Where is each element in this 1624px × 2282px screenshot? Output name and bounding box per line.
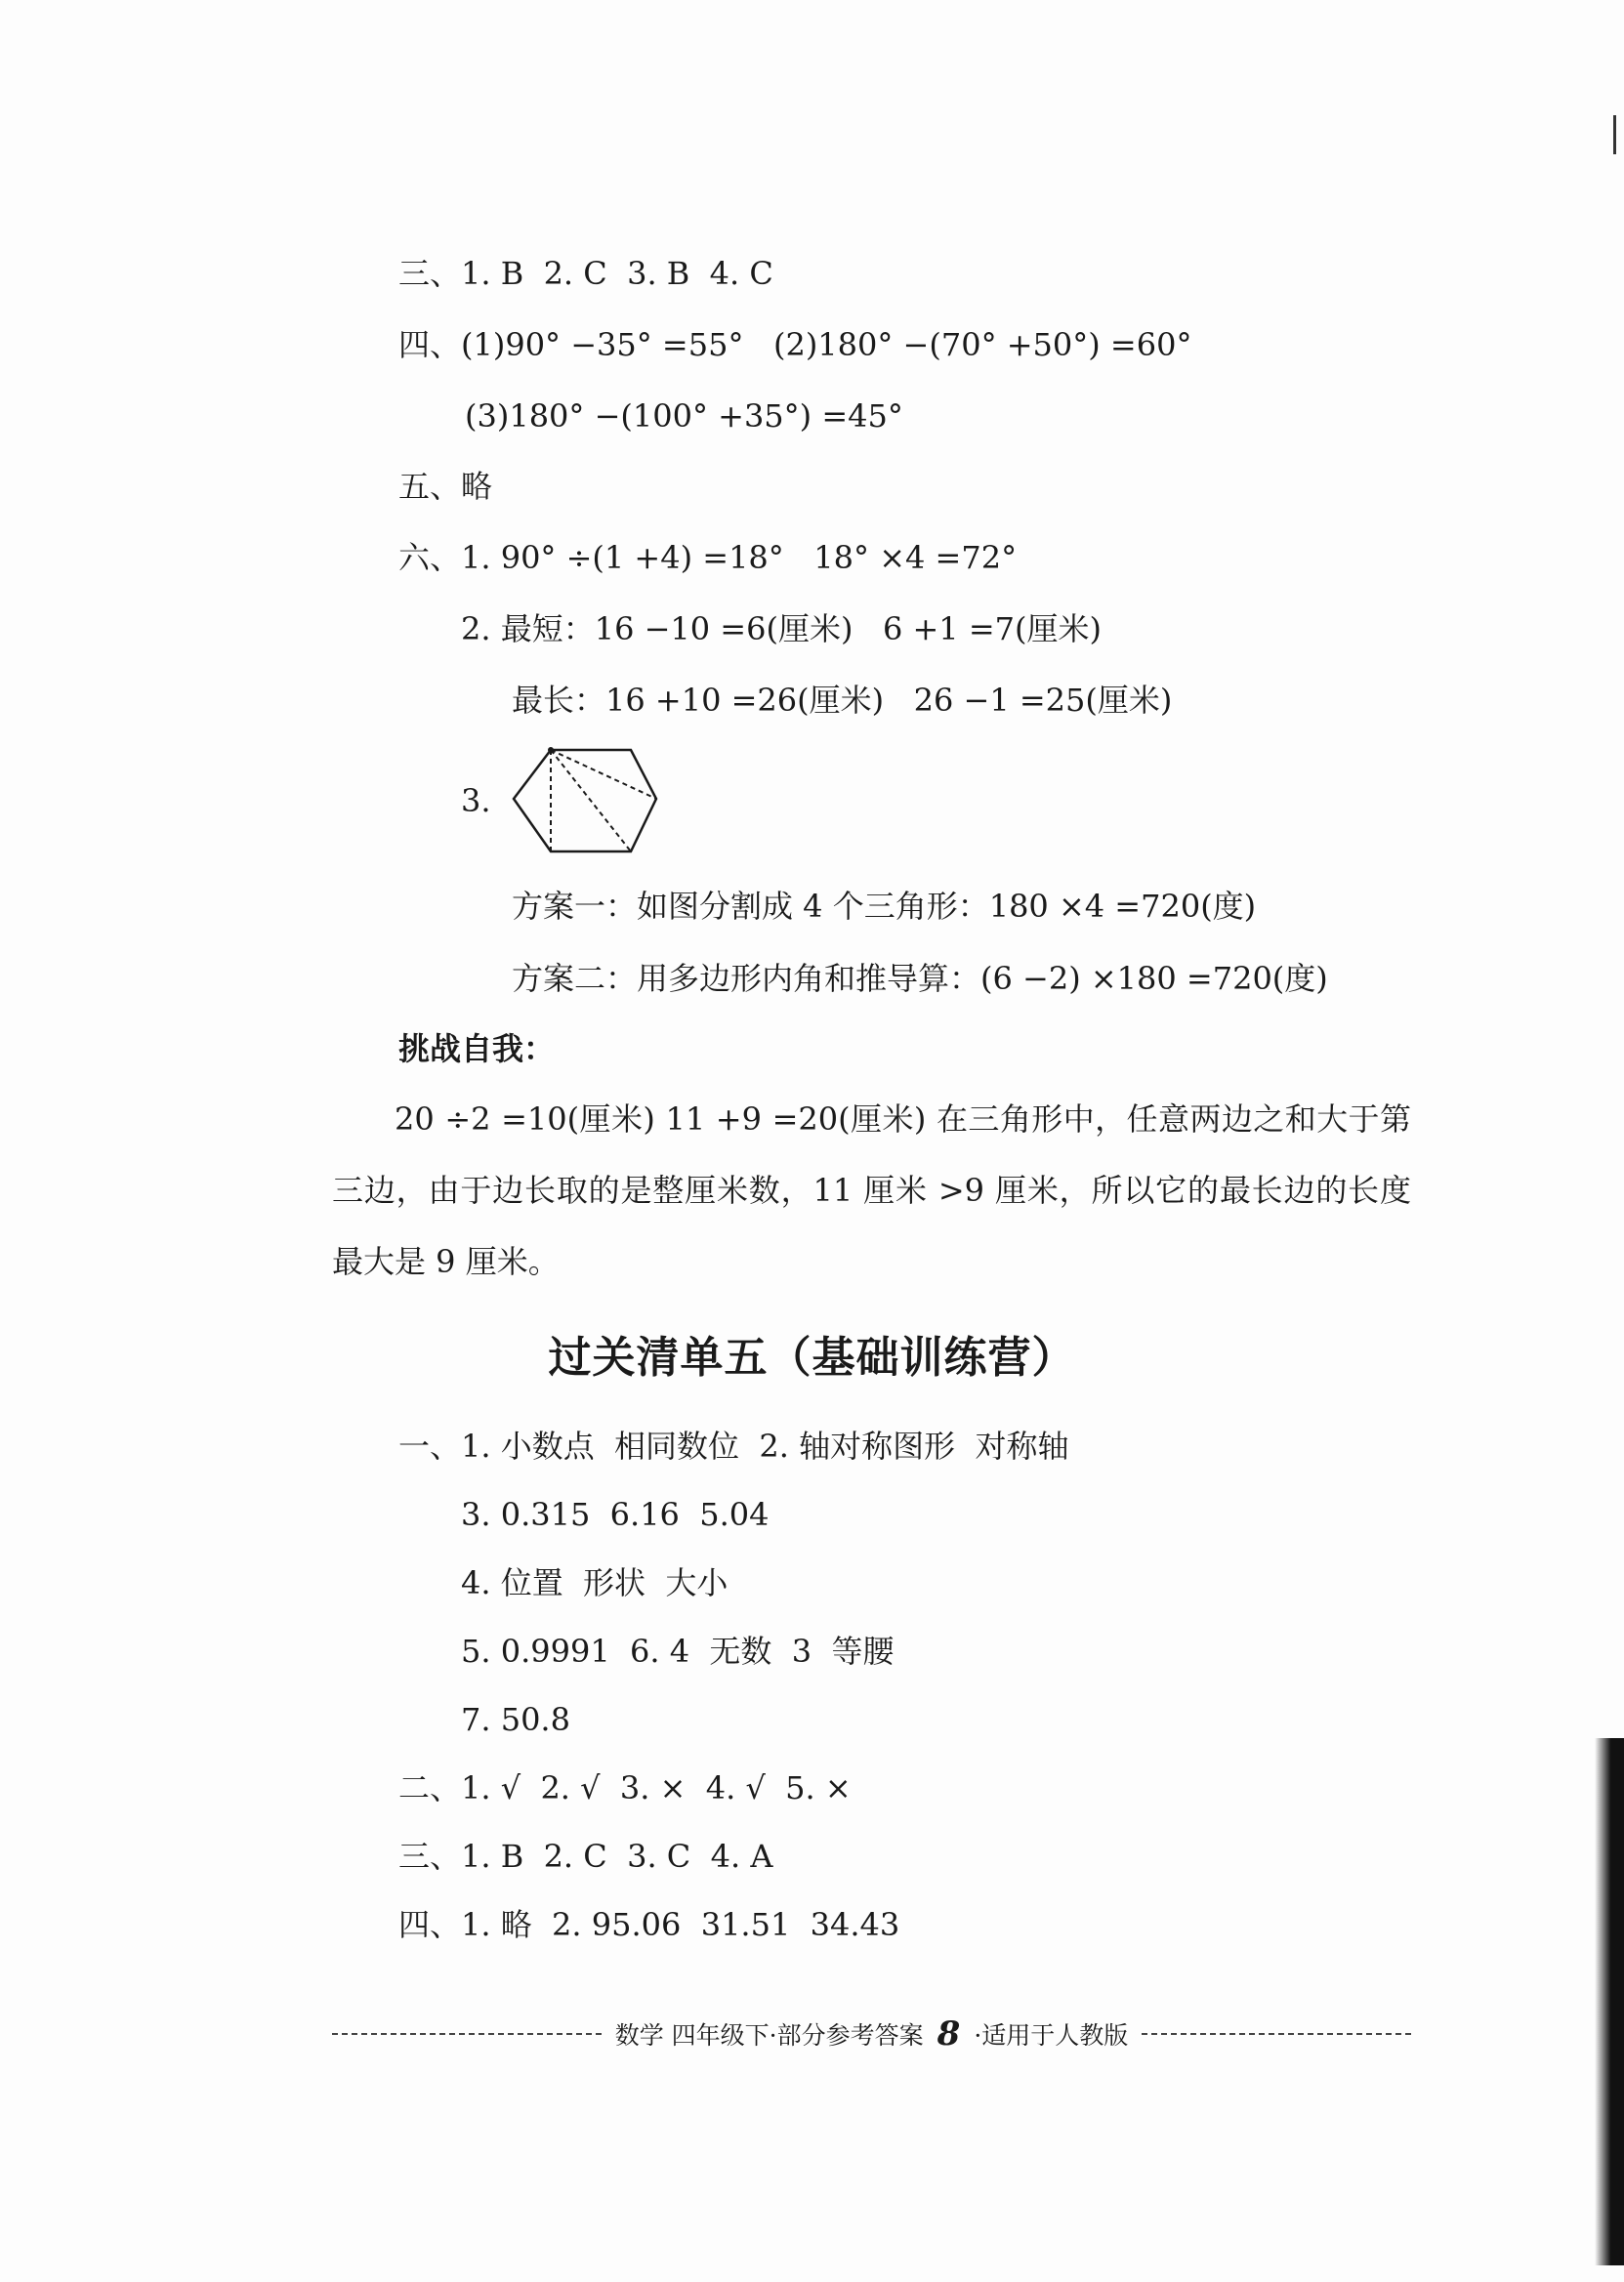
section5-line-2: 3. 0.315 6.16 5.04	[461, 1496, 770, 1533]
scan-edge-mark	[1613, 115, 1616, 154]
section-five-title: 过关清单五（基础训练营）	[548, 1333, 1076, 1383]
section5-line-6: 二、1. √ 2. √ 3. × 4. √ 5. ×	[398, 1769, 852, 1806]
section5-line-5: 7. 50.8	[461, 1701, 570, 1738]
plan-two: 方案二：用多边形内角和推导算：(6 −2) ×180 =720(度)	[512, 960, 1328, 997]
challenge-heading: 挑战自我：	[398, 1030, 556, 1067]
challenge-paragraph: 20 ÷2 =10(厘米) 11 +9 =20(厘米) 在三角形中，任意两边之和大于第三边，由于边长取的是整厘米数，11 厘米 >9 厘米，所以它的最长边的长度最大是 9 厘米。	[332, 1100, 1411, 1280]
diagonal-line-2	[551, 750, 631, 851]
vertex-dot	[548, 747, 554, 753]
section5-line-3: 4. 位置 形状 大小	[461, 1564, 729, 1601]
diagonal-line-3	[551, 750, 656, 799]
section5-line-1: 一、1. 小数点 相同数位 2. 轴对称图形 对称轴	[398, 1428, 1069, 1465]
answer-section-4-part-a: 四、(1)90° −35° =55° (2)180° −(70° +50°) =60°	[398, 326, 1192, 363]
answer-section-5: 五、略	[398, 468, 493, 505]
footer-rule-right	[1142, 2033, 1411, 2035]
answer-section-6-q2-shortest: 2. 最短：16 −10 =6(厘米) 6 +1 =7(厘米)	[461, 610, 1102, 647]
section5-line-4: 5. 0.9991 6. 4 无数 3 等腰	[461, 1633, 895, 1670]
answer-section-4-part-b: (3)180° −(100° +35°) =45°	[465, 397, 903, 435]
answer-section-6-q2-longest: 最长：16 +10 =26(厘米) 26 −1 =25(厘米)	[512, 682, 1173, 719]
answer-section-6-q1: 六、1. 90° ÷(1 +4) =18° 18° ×4 =72°	[398, 539, 1018, 576]
plan-one: 方案一：如图分割成 4 个三角形：180 ×4 =720(度)	[512, 888, 1257, 925]
section5-line-7: 三、1. B 2. C 3. C 4. A	[398, 1838, 773, 1875]
footer-rule-left	[332, 2033, 602, 2035]
section5-line-8: 四、1. 略 2. 95.06 31.51 34.43	[398, 1906, 900, 1943]
hexagon-diagram	[508, 744, 664, 857]
answer-section-3: 三、1. B 2. C 3. B 4. C	[398, 255, 773, 292]
page-footer	[332, 2014, 1411, 2054]
footer-right-text: ·适用于人教版	[974, 2021, 1129, 2050]
scan-edge-shadow	[1595, 1738, 1624, 2265]
footer-left-text: 数学 四年级下·部分参考答案	[614, 2021, 924, 2050]
page-number: 8	[937, 2014, 961, 2054]
answer-section-6-q3-label: 3.	[461, 782, 491, 819]
